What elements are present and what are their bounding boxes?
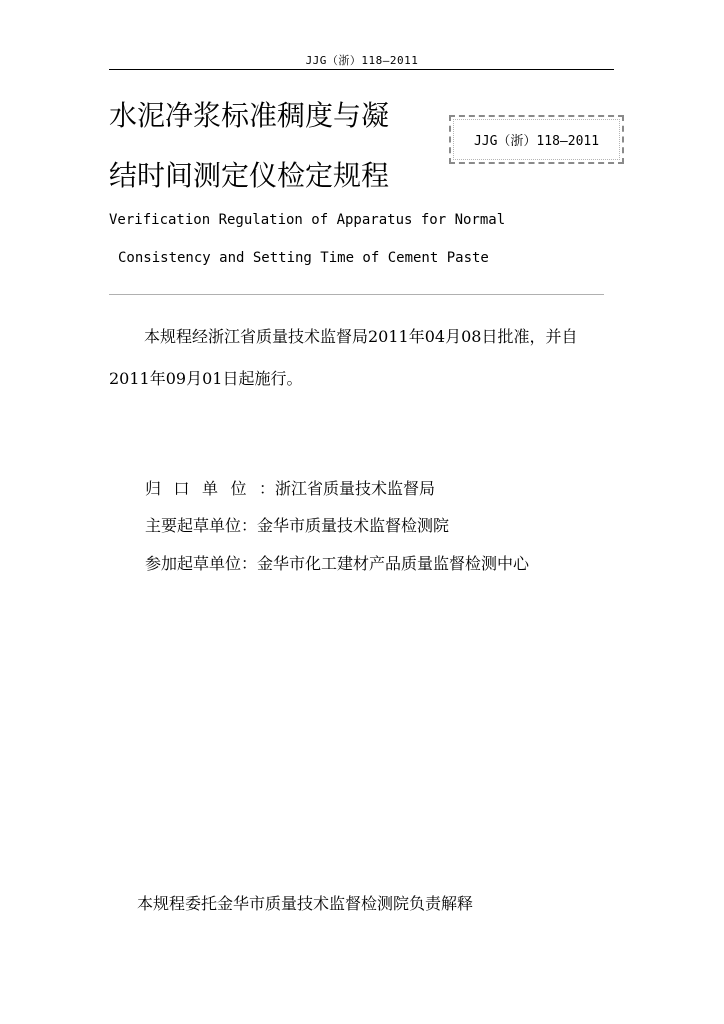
department-value: ：金华市化工建材产品质量监督检测中心 — [241, 554, 530, 573]
document-title-en-line1: Verification Regulation of Apparatus for Normal — [109, 212, 506, 228]
department-value: ：浙江省质量技术监督局 — [259, 479, 436, 498]
department-row-main-drafter — [145, 513, 449, 536]
department-label: 主要起草单位 — [145, 516, 242, 535]
approval-statement-line2: 2011年09月01日起施行。 — [109, 369, 303, 388]
department-label: 归口单位 — [145, 479, 260, 498]
department-row-participating-drafter — [145, 551, 529, 574]
approval-statement-line1: 本规程经浙江省质量技术监督局2011年04月08日批准，并自 — [144, 327, 578, 346]
document-title-en-line2: Consistency and Setting Time of Cement Paste — [118, 250, 489, 266]
title-divider — [109, 294, 604, 295]
interpretation-note: 本规程委托金华市质量技术监督检测院负责解释 — [137, 894, 474, 913]
document-title-zh-line1: 水泥净浆标准稠度与凝 — [109, 99, 390, 132]
document-title-zh-line2: 结时间测定仪检定规程 — [109, 159, 390, 192]
standard-number: JJG（浙）118—2011 — [473, 134, 600, 149]
header-standard-code: JJG（浙）118—2011 — [305, 54, 419, 67]
department-row-responsible — [145, 476, 435, 499]
department-label: 参加起草单位 — [145, 554, 242, 573]
department-value: ：金华市质量技术监督检测院 — [241, 516, 450, 535]
standard-number-box — [449, 115, 624, 164]
header-divider — [109, 69, 614, 70]
